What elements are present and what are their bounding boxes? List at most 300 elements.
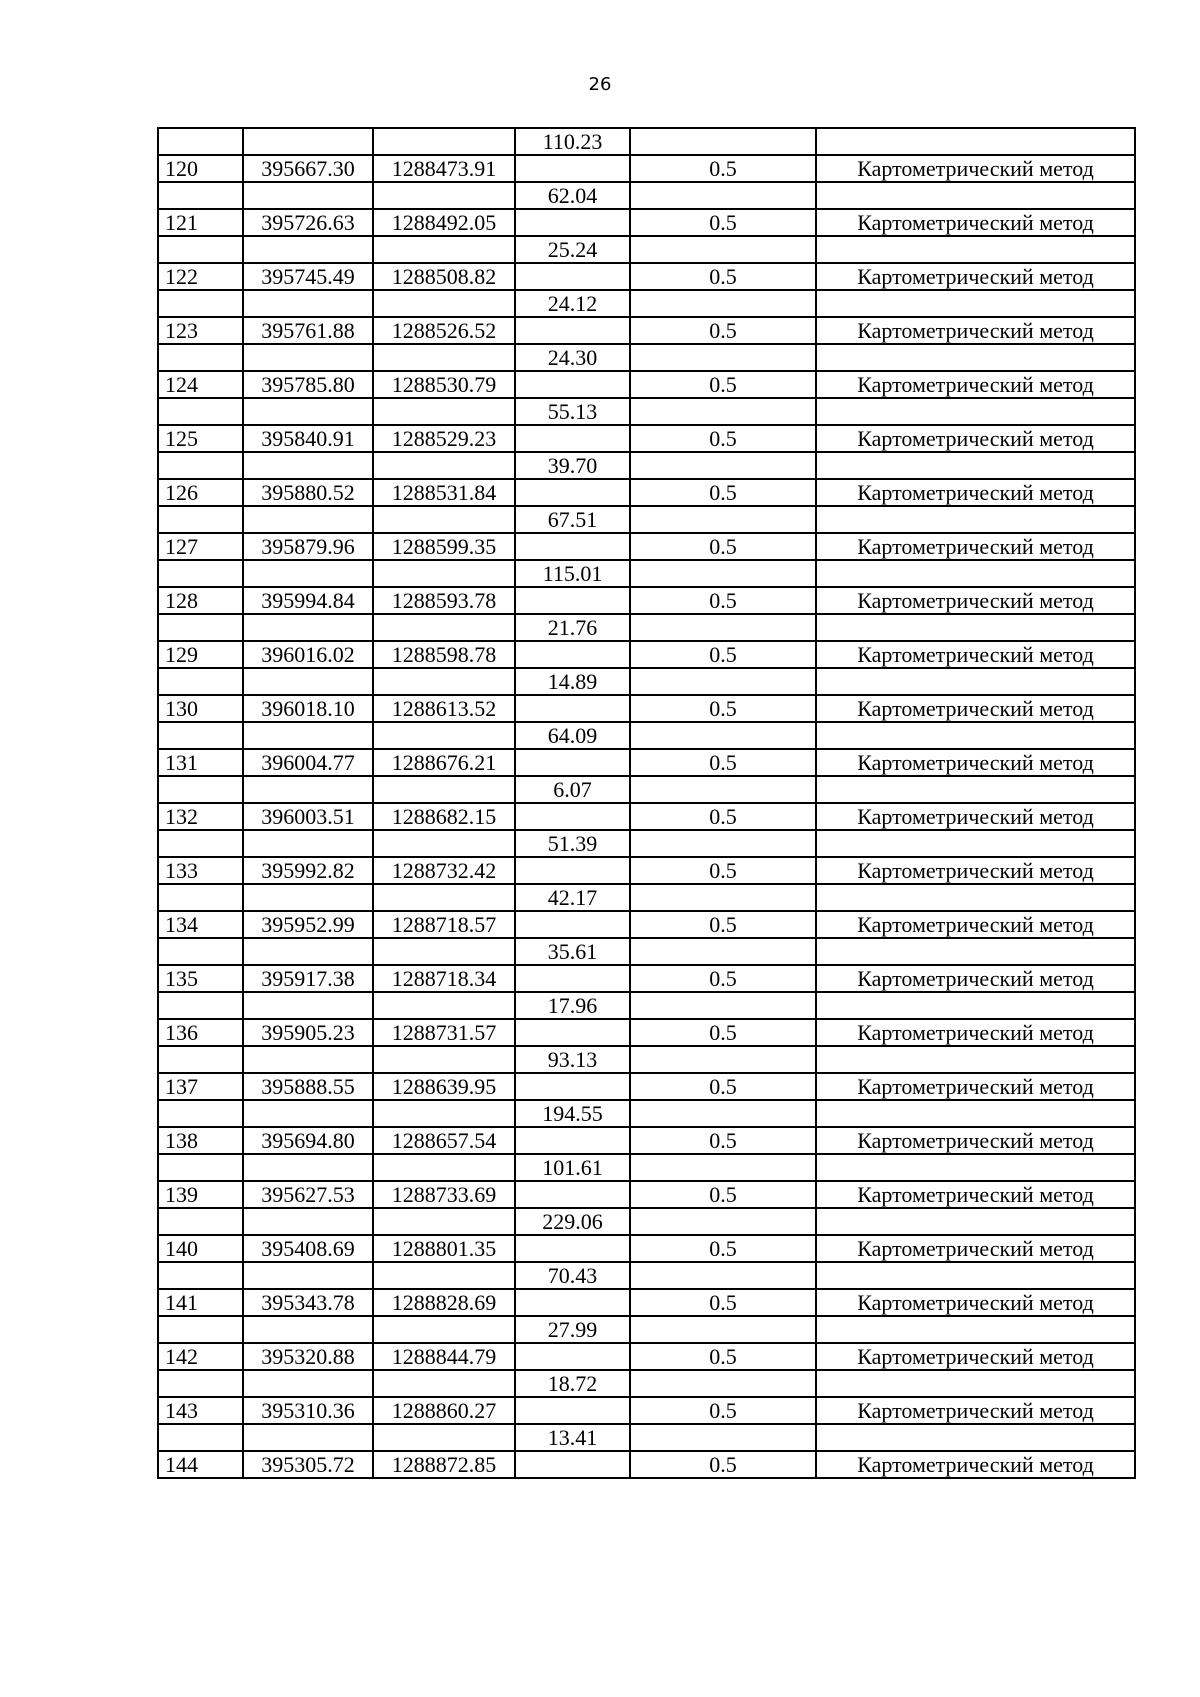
y-coordinate-cell: 1288844.79 (373, 1343, 515, 1370)
x-coordinate-cell: 395627.53 (243, 1181, 373, 1208)
x-coordinate-cell: 395992.82 (243, 857, 373, 884)
point-row (158, 587, 1135, 614)
cell-empty (515, 749, 630, 776)
cell-empty (630, 776, 816, 803)
y-coordinate-cell: 1288676.21 (373, 749, 515, 776)
cell-empty (373, 236, 515, 263)
cell-empty (158, 614, 243, 641)
x-coordinate-cell: 396016.02 (243, 641, 373, 668)
cell-empty (243, 614, 373, 641)
cell-empty (158, 1154, 243, 1181)
accuracy-cell: 0.5 (630, 533, 816, 560)
distance-row (158, 506, 1135, 533)
distance-cell: 39.70 (515, 452, 630, 479)
cell-empty (373, 290, 515, 317)
cell-empty (158, 884, 243, 911)
cell-empty (630, 1262, 816, 1289)
distance-cell: 18.72 (515, 1370, 630, 1397)
cell-empty (243, 1262, 373, 1289)
cell-empty (816, 722, 1135, 749)
distance-cell: 67.51 (515, 506, 630, 533)
y-coordinate-cell: 1288492.05 (373, 209, 515, 236)
cell-empty (515, 1235, 630, 1262)
cell-empty (373, 722, 515, 749)
distance-row (158, 182, 1135, 209)
cell-empty (158, 1370, 243, 1397)
cell-empty (630, 1154, 816, 1181)
distance-cell: 21.76 (515, 614, 630, 641)
accuracy-cell: 0.5 (630, 1181, 816, 1208)
point-number-cell: 129 (158, 641, 243, 668)
distance-row (158, 344, 1135, 371)
x-coordinate-cell: 395745.49 (243, 263, 373, 290)
y-coordinate-cell: 1288860.27 (373, 1397, 515, 1424)
y-coordinate-cell: 1288828.69 (373, 1289, 515, 1316)
point-row (158, 803, 1135, 830)
accuracy-cell: 0.5 (630, 479, 816, 506)
cell-empty (158, 398, 243, 425)
cell-empty (243, 344, 373, 371)
distance-row (158, 776, 1135, 803)
method-cell: Картометрический метод (816, 533, 1135, 560)
cell-empty (515, 155, 630, 182)
y-coordinate-cell: 1288531.84 (373, 479, 515, 506)
cell-empty (816, 1154, 1135, 1181)
cell-empty (243, 776, 373, 803)
point-number-cell: 141 (158, 1289, 243, 1316)
method-cell: Картометрический метод (816, 1397, 1135, 1424)
cell-empty (630, 992, 816, 1019)
cell-empty (243, 182, 373, 209)
method-cell: Картометрический метод (816, 263, 1135, 290)
y-coordinate-cell: 1288801.35 (373, 1235, 515, 1262)
y-coordinate-cell: 1288682.15 (373, 803, 515, 830)
x-coordinate-cell: 395994.84 (243, 587, 373, 614)
cell-empty (630, 452, 816, 479)
distance-row (158, 1262, 1135, 1289)
cell-empty (515, 1019, 630, 1046)
method-cell: Картометрический метод (816, 695, 1135, 722)
distance-row (158, 722, 1135, 749)
cell-empty (630, 560, 816, 587)
point-row (158, 209, 1135, 236)
cell-empty (243, 236, 373, 263)
distance-cell: 35.61 (515, 938, 630, 965)
point-number-cell: 127 (158, 533, 243, 560)
cell-empty (515, 263, 630, 290)
x-coordinate-cell: 395917.38 (243, 965, 373, 992)
distance-cell: 62.04 (515, 182, 630, 209)
cell-empty (515, 479, 630, 506)
distance-row (158, 398, 1135, 425)
cell-empty (515, 587, 630, 614)
x-coordinate-cell: 395785.80 (243, 371, 373, 398)
cell-empty (373, 992, 515, 1019)
point-row (158, 749, 1135, 776)
cell-empty (630, 722, 816, 749)
point-row (158, 1019, 1135, 1046)
point-number-cell: 121 (158, 209, 243, 236)
cell-empty (243, 128, 373, 155)
cell-empty (243, 1154, 373, 1181)
cell-empty (158, 1424, 243, 1451)
accuracy-cell: 0.5 (630, 371, 816, 398)
distance-row (158, 1100, 1135, 1127)
cell-empty (816, 614, 1135, 641)
cell-empty (243, 1208, 373, 1235)
cell-empty (816, 1208, 1135, 1235)
cell-empty (373, 128, 515, 155)
point-row (158, 155, 1135, 182)
point-row (158, 1451, 1135, 1478)
cell-empty (373, 344, 515, 371)
method-cell: Картометрический метод (816, 317, 1135, 344)
x-coordinate-cell: 395320.88 (243, 1343, 373, 1370)
point-number-cell: 125 (158, 425, 243, 452)
cell-empty (816, 290, 1135, 317)
cell-empty (515, 1127, 630, 1154)
distance-row (158, 1154, 1135, 1181)
cell-empty (373, 182, 515, 209)
cell-empty (630, 236, 816, 263)
x-coordinate-cell: 395905.23 (243, 1019, 373, 1046)
cell-empty (158, 182, 243, 209)
cell-empty (816, 668, 1135, 695)
point-row (158, 263, 1135, 290)
cell-empty (630, 1208, 816, 1235)
distance-cell: 42.17 (515, 884, 630, 911)
x-coordinate-cell: 395879.96 (243, 533, 373, 560)
distance-row (158, 128, 1135, 155)
x-coordinate-cell: 395305.72 (243, 1451, 373, 1478)
point-number-cell: 131 (158, 749, 243, 776)
accuracy-cell: 0.5 (630, 1289, 816, 1316)
cell-empty (158, 776, 243, 803)
cell-empty (373, 1208, 515, 1235)
cell-empty (158, 560, 243, 587)
distance-row (158, 992, 1135, 1019)
distance-cell: 194.55 (515, 1100, 630, 1127)
cell-empty (816, 506, 1135, 533)
distance-cell: 13.41 (515, 1424, 630, 1451)
cell-empty (373, 1316, 515, 1343)
point-row (158, 1181, 1135, 1208)
distance-cell: 27.99 (515, 1316, 630, 1343)
x-coordinate-cell: 395667.30 (243, 155, 373, 182)
accuracy-cell: 0.5 (630, 425, 816, 452)
method-cell: Картометрический метод (816, 1235, 1135, 1262)
distance-cell: 14.89 (515, 668, 630, 695)
cell-empty (243, 884, 373, 911)
cell-empty (816, 776, 1135, 803)
point-row (158, 371, 1135, 398)
distance-row (158, 668, 1135, 695)
cell-empty (630, 506, 816, 533)
cell-empty (816, 1424, 1135, 1451)
cell-empty (630, 1424, 816, 1451)
cell-empty (243, 938, 373, 965)
cell-empty (373, 1370, 515, 1397)
point-number-cell: 140 (158, 1235, 243, 1262)
accuracy-cell: 0.5 (630, 209, 816, 236)
y-coordinate-cell: 1288526.52 (373, 317, 515, 344)
cell-empty (158, 1316, 243, 1343)
cell-empty (515, 371, 630, 398)
accuracy-cell: 0.5 (630, 1397, 816, 1424)
cell-empty (243, 722, 373, 749)
point-number-cell: 128 (158, 587, 243, 614)
y-coordinate-cell: 1288593.78 (373, 587, 515, 614)
cell-empty (158, 722, 243, 749)
accuracy-cell: 0.5 (630, 1073, 816, 1100)
accuracy-cell: 0.5 (630, 1451, 816, 1478)
method-cell: Картометрический метод (816, 1343, 1135, 1370)
cell-empty (515, 911, 630, 938)
accuracy-cell: 0.5 (630, 263, 816, 290)
method-cell: Картометрический метод (816, 857, 1135, 884)
distance-cell: 64.09 (515, 722, 630, 749)
page-number: 26 (588, 74, 612, 95)
cell-empty (515, 317, 630, 344)
point-row (158, 1127, 1135, 1154)
point-number-cell: 130 (158, 695, 243, 722)
cell-empty (373, 884, 515, 911)
x-coordinate-cell: 395880.52 (243, 479, 373, 506)
cell-empty (373, 1262, 515, 1289)
cell-empty (630, 182, 816, 209)
method-cell: Картометрический метод (816, 587, 1135, 614)
cell-empty (158, 1262, 243, 1289)
cell-empty (630, 1100, 816, 1127)
cell-empty (243, 290, 373, 317)
cell-empty (515, 1181, 630, 1208)
accuracy-cell: 0.5 (630, 695, 816, 722)
method-cell: Картометрический метод (816, 1289, 1135, 1316)
cell-empty (243, 668, 373, 695)
y-coordinate-cell: 1288718.34 (373, 965, 515, 992)
y-coordinate-cell: 1288613.52 (373, 695, 515, 722)
y-coordinate-cell: 1288508.82 (373, 263, 515, 290)
method-cell: Картометрический метод (816, 641, 1135, 668)
x-coordinate-cell: 395726.63 (243, 209, 373, 236)
y-coordinate-cell: 1288530.79 (373, 371, 515, 398)
cell-empty (515, 803, 630, 830)
y-coordinate-cell: 1288718.57 (373, 911, 515, 938)
cell-empty (243, 1424, 373, 1451)
distance-cell: 6.07 (515, 776, 630, 803)
distance-cell: 101.61 (515, 1154, 630, 1181)
method-cell: Картометрический метод (816, 1451, 1135, 1478)
cell-empty (243, 830, 373, 857)
cell-empty (243, 1316, 373, 1343)
cell-empty (630, 938, 816, 965)
distance-row (158, 1208, 1135, 1235)
point-row (158, 695, 1135, 722)
accuracy-cell: 0.5 (630, 1235, 816, 1262)
cell-empty (816, 560, 1135, 587)
y-coordinate-cell: 1288599.35 (373, 533, 515, 560)
cell-empty (373, 506, 515, 533)
y-coordinate-cell: 1288473.91 (373, 155, 515, 182)
method-cell: Картометрический метод (816, 425, 1135, 452)
cell-empty (373, 1100, 515, 1127)
cell-empty (158, 992, 243, 1019)
point-row (158, 1343, 1135, 1370)
cell-empty (515, 1289, 630, 1316)
cell-empty (373, 398, 515, 425)
x-coordinate-cell: 395952.99 (243, 911, 373, 938)
cell-empty (158, 830, 243, 857)
cell-empty (373, 830, 515, 857)
point-number-cell: 136 (158, 1019, 243, 1046)
accuracy-cell: 0.5 (630, 587, 816, 614)
distance-row (158, 614, 1135, 641)
cell-empty (515, 965, 630, 992)
accuracy-cell: 0.5 (630, 641, 816, 668)
point-number-cell: 122 (158, 263, 243, 290)
distance-cell: 24.12 (515, 290, 630, 317)
point-row (158, 641, 1135, 668)
accuracy-cell: 0.5 (630, 911, 816, 938)
cell-empty (158, 290, 243, 317)
cell-empty (158, 128, 243, 155)
cell-empty (158, 668, 243, 695)
cell-empty (158, 344, 243, 371)
cell-empty (816, 236, 1135, 263)
cell-empty (243, 560, 373, 587)
cell-empty (373, 452, 515, 479)
cell-empty (373, 1424, 515, 1451)
point-number-cell: 138 (158, 1127, 243, 1154)
cell-empty (515, 1073, 630, 1100)
cell-empty (816, 452, 1135, 479)
point-number-cell: 126 (158, 479, 243, 506)
cell-empty (816, 938, 1135, 965)
y-coordinate-cell: 1288731.57 (373, 1019, 515, 1046)
distance-row (158, 1316, 1135, 1343)
cell-empty (515, 857, 630, 884)
point-number-cell: 133 (158, 857, 243, 884)
distance-cell: 17.96 (515, 992, 630, 1019)
cell-empty (373, 614, 515, 641)
accuracy-cell: 0.5 (630, 1019, 816, 1046)
cell-empty (373, 1046, 515, 1073)
point-row (158, 317, 1135, 344)
point-number-cell: 124 (158, 371, 243, 398)
distance-cell: 115.01 (515, 560, 630, 587)
distance-cell: 70.43 (515, 1262, 630, 1289)
distance-cell: 25.24 (515, 236, 630, 263)
point-number-cell: 143 (158, 1397, 243, 1424)
point-number-cell: 137 (158, 1073, 243, 1100)
cell-empty (158, 1100, 243, 1127)
cell-empty (158, 938, 243, 965)
distance-cell: 24.30 (515, 344, 630, 371)
cell-empty (816, 992, 1135, 1019)
cell-empty (630, 1370, 816, 1397)
cell-empty (515, 1397, 630, 1424)
x-coordinate-cell: 395310.36 (243, 1397, 373, 1424)
distance-row (158, 1370, 1135, 1397)
method-cell: Картометрический метод (816, 803, 1135, 830)
cell-empty (373, 776, 515, 803)
distance-row (158, 938, 1135, 965)
method-cell: Картометрический метод (816, 209, 1135, 236)
distance-cell: 110.23 (515, 128, 630, 155)
cell-empty (373, 1154, 515, 1181)
cell-empty (816, 1100, 1135, 1127)
accuracy-cell: 0.5 (630, 857, 816, 884)
cell-empty (373, 560, 515, 587)
cell-empty (243, 398, 373, 425)
method-cell: Картометрический метод (816, 371, 1135, 398)
y-coordinate-cell: 1288639.95 (373, 1073, 515, 1100)
y-coordinate-cell: 1288872.85 (373, 1451, 515, 1478)
cell-empty (630, 884, 816, 911)
point-number-cell: 132 (158, 803, 243, 830)
point-row (158, 1397, 1135, 1424)
accuracy-cell: 0.5 (630, 317, 816, 344)
point-number-cell: 142 (158, 1343, 243, 1370)
cell-empty (373, 668, 515, 695)
cell-empty (630, 1316, 816, 1343)
point-row (158, 533, 1135, 560)
point-number-cell: 120 (158, 155, 243, 182)
distance-row (158, 290, 1135, 317)
accuracy-cell: 0.5 (630, 965, 816, 992)
distance-cell: 51.39 (515, 830, 630, 857)
cell-empty (816, 884, 1135, 911)
cell-empty (816, 1262, 1135, 1289)
point-number-cell: 134 (158, 911, 243, 938)
cell-empty (515, 641, 630, 668)
coordinates-table-body (158, 128, 1135, 1478)
cell-empty (816, 1370, 1135, 1397)
cell-empty (630, 668, 816, 695)
method-cell: Картометрический метод (816, 1181, 1135, 1208)
cell-empty (243, 1100, 373, 1127)
cell-empty (816, 344, 1135, 371)
y-coordinate-cell: 1288732.42 (373, 857, 515, 884)
cell-empty (515, 209, 630, 236)
point-row (158, 425, 1135, 452)
distance-row (158, 830, 1135, 857)
cell-empty (158, 452, 243, 479)
point-number-cell: 139 (158, 1181, 243, 1208)
x-coordinate-cell: 395840.91 (243, 425, 373, 452)
method-cell: Картометрический метод (816, 1127, 1135, 1154)
distance-cell: 93.13 (515, 1046, 630, 1073)
accuracy-cell: 0.5 (630, 155, 816, 182)
distance-row (158, 1424, 1135, 1451)
coordinates-table (157, 127, 1136, 1479)
point-row (158, 1235, 1135, 1262)
accuracy-cell: 0.5 (630, 1343, 816, 1370)
point-row (158, 1289, 1135, 1316)
cell-empty (630, 398, 816, 425)
distance-row (158, 560, 1135, 587)
x-coordinate-cell: 395694.80 (243, 1127, 373, 1154)
cell-empty (515, 425, 630, 452)
method-cell: Картометрический метод (816, 155, 1135, 182)
x-coordinate-cell: 395761.88 (243, 317, 373, 344)
cell-empty (515, 533, 630, 560)
cell-empty (158, 506, 243, 533)
distance-cell: 229.06 (515, 1208, 630, 1235)
cell-empty (630, 614, 816, 641)
cell-empty (515, 695, 630, 722)
cell-empty (515, 1451, 630, 1478)
